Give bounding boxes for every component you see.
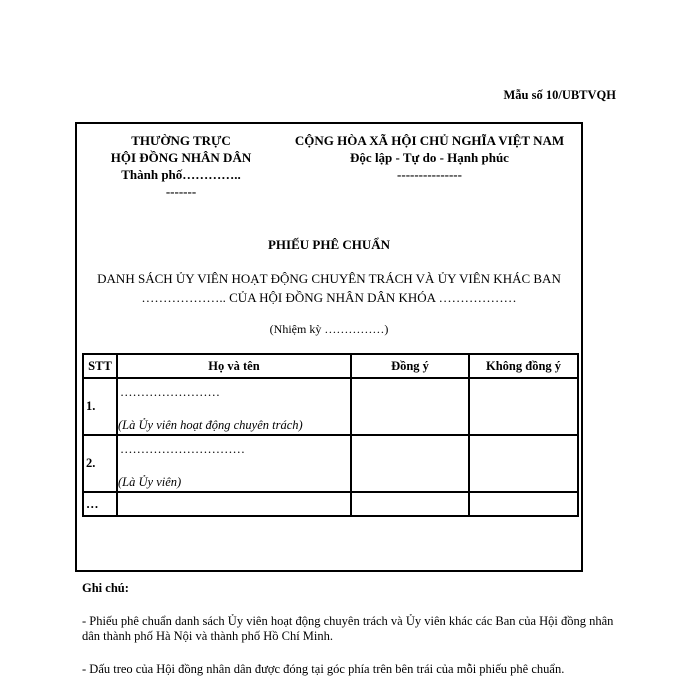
term-line: (Nhiệm kỳ ……………) <box>269 322 389 336</box>
table-row <box>83 492 578 516</box>
issuing-body-line2: HỘI ĐỒNG NHÂN DÂN <box>110 150 252 165</box>
row-name-cell[interactable] <box>117 492 351 516</box>
notes-section <box>82 581 622 695</box>
row-name-placeholder: …………………… <box>120 385 220 399</box>
row-stt: 1. <box>83 378 117 435</box>
national-motto: Độc lập - Tự do - Hạnh phúc <box>350 150 509 165</box>
header-stt: STT <box>83 354 117 378</box>
national-header <box>277 132 582 183</box>
agree-cell[interactable] <box>351 435 469 492</box>
header-full-name: Họ và tên <box>117 354 351 378</box>
row-role: (Là Ủy viên) <box>118 475 182 489</box>
agree-cell[interactable] <box>351 492 469 516</box>
approval-table <box>82 353 579 517</box>
document-title: PHIẾU PHÊ CHUẨN <box>267 237 391 252</box>
notes-heading: Ghi chú: <box>82 581 129 595</box>
ballot-frame <box>75 122 583 572</box>
issuing-body-divider: ------- <box>165 184 197 199</box>
agree-cell[interactable] <box>351 378 469 435</box>
row-name-cell[interactable] <box>117 435 351 492</box>
header-agree: Đồng ý <box>351 354 469 378</box>
subtitle-line2: ……………….. CỦA HỘI ĐỒNG NHÂN DÂN KHÓA ……………… <box>141 290 517 305</box>
table-row <box>83 378 578 435</box>
document-subtitle <box>77 269 581 307</box>
national-divider: --------------- <box>397 167 462 182</box>
disagree-cell[interactable] <box>469 492 578 516</box>
row-stt: 2. <box>83 435 117 492</box>
issuing-body-line1: THƯỜNG TRỰC <box>131 133 231 148</box>
row-stt: … <box>83 492 117 516</box>
disagree-cell[interactable] <box>469 435 578 492</box>
national-title: CỘNG HÒA XÃ HỘI CHỦ NGHĨA VIỆT NAM <box>294 133 565 148</box>
note-item: - Dấu treo của Hội đồng nhân dân được đóng tại góc phía trên bên trái của mỗi phiếu phê chuẩn. <box>82 662 565 676</box>
table-header-row <box>83 354 578 378</box>
header-disagree: Không đồng ý <box>469 354 578 378</box>
table-row <box>83 435 578 492</box>
note-item: - Phiếu phê chuẩn danh sách Ủy viên hoạt động chuyên trách và Ủy viên khác các Ban của Hội đồng nhân dân thành phố Hà Nội và thành phố Hồ Chí Minh. <box>82 614 614 643</box>
row-name-cell[interactable] <box>117 378 351 435</box>
subtitle-line1: DANH SÁCH ỦY VIÊN HOẠT ĐỘNG CHUYÊN TRÁCH VÀ ỦY VIÊN KHÁC BAN <box>97 271 561 286</box>
issuing-body-city: Thành phố………….. <box>121 167 241 182</box>
issuing-body-header <box>101 132 261 200</box>
disagree-cell[interactable] <box>469 378 578 435</box>
form-code: Mẫu số 10/UBTVQH <box>503 88 616 102</box>
row-name-placeholder: ………………………… <box>120 442 245 456</box>
row-role: (Là Ủy viên hoạt động chuyên trách) <box>118 418 303 432</box>
